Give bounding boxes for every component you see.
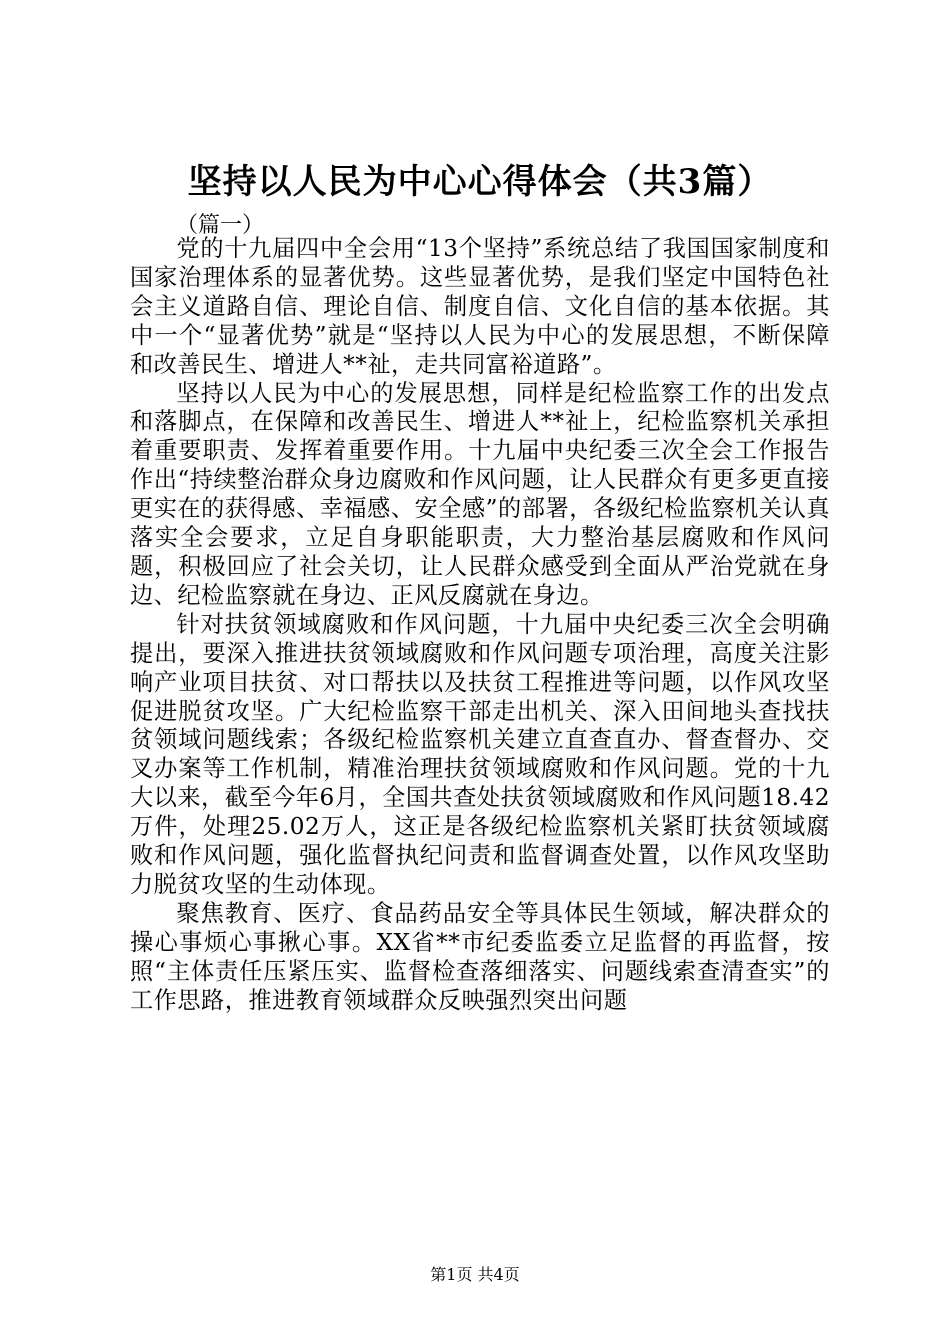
page-footer: 第1页 共4页 [430,1265,520,1284]
paragraph: 针对扶贫领域腐败和作风问题，十九届中央纪委三次全会明确提出，要深入推进扶贫领域腐败和作风问题专项治理，高度关注影响产业项目扶贫、对口帮扶以及扶贫工程推进等问题，以作风攻坚促进脱贫攻坚。广大纪检监察干部走出机关、深入田间地头查找扶贫领域问题线索；各级纪检监察机关建立直查直办、督查督办、交叉办案等工作机制，精准治理扶贫领域腐败和作风问题。党的十九大以来，截至今年6月，全国共查处扶贫领域腐败和作风问题18.42万件，处理25.02万人，这正是各级纪检监察机关紧盯扶贫领域腐败和作风问题，强化监督执纪问责和监督调查处置，以作风攻坚助力脱贫攻坚的生动体现。 [130,610,831,898]
document-title: 坚持以人民为中心心得体会（共3篇） [187,162,773,202]
document-body [130,235,830,1015]
paragraph: 聚焦教育、医疗、食品药品安全等具体民生领域，解决群众的操心事烦心事揪心事。XX省**市纪委监委立足监督的再监督，按照“主体责任压紧压实、监督检查落细落实、问题线索查清查实”的工作思路，推进教育领域群众反映强烈突出问题 [130,899,830,1014]
paragraph: 坚持以人民为中心的发展思想，同样是纪检监察工作的出发点和落脚点，在保障和改善民生、增进人**祉上，纪检监察机关承担着重要职责、发挥着重要作用。十九届中央纪委三次全会工作报告作出“持续整治群众身边腐败和作风问题，让人民群众有更多更直接更实在的获得感、幸福感、安全感”的部署，各级纪检监察机关认真落实全会要求，立足自身职能职责，大力整治基层腐败和作风问题，积极回应了社会关切，让人民群众感受到全面从严治党就在身边、纪检监察就在身边、正风反腐就在身边。 [130,379,830,609]
section-label: （篇一） [176,213,265,238]
paragraph: 党的十九届四中全会用“13个坚持”系统总结了我国国家制度和国家治理体系的显著优势。这些显著优势，是我们坚定中国特色社会主义道路自信、理论自信、制度自信、文化自信的基本依据。其中一个“显著优势”就是“坚持以人民为中心的发展思想，不断保障和改善民生、增进人**祉，走共同富裕道路”。 [130,235,830,378]
